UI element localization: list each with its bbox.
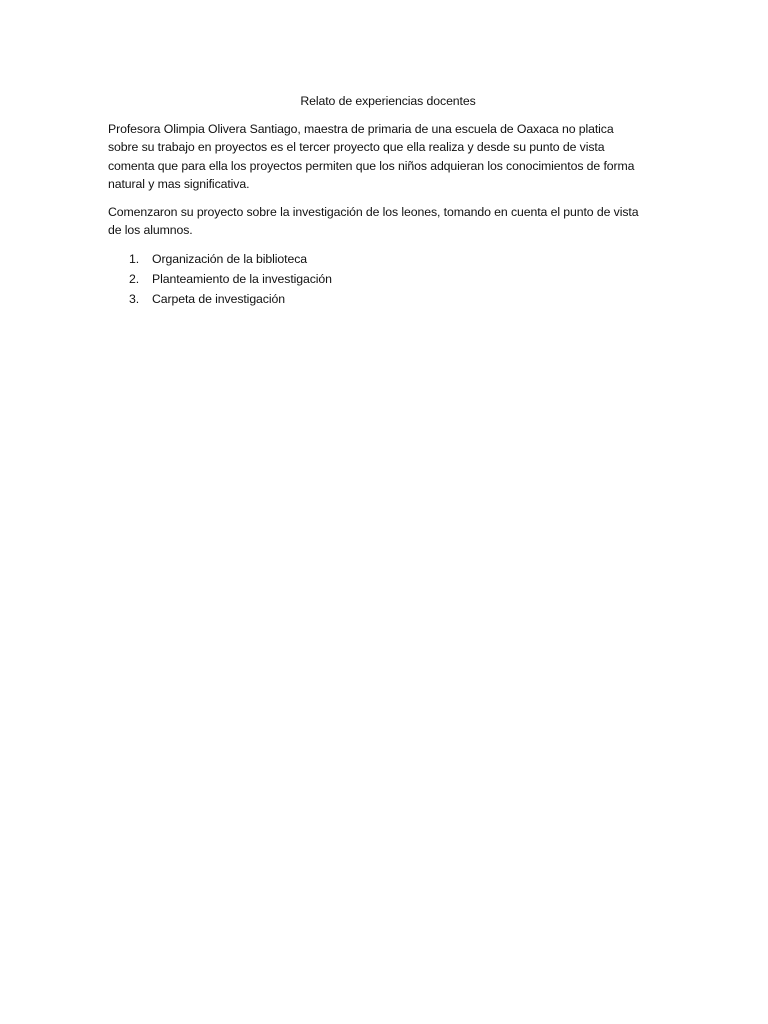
paragraph-intro [108, 120, 668, 193]
paragraph-line: comenta que para ella los proyectos permiten que los niños adquieran los conocimientos de forma [108, 158, 635, 173]
list-item-text: Planteamiento de la investigación [152, 272, 332, 287]
paragraph-line: Comenzaron su proyecto sobre la investigación de los leones, tomando en cuenta el punto de vista [108, 205, 639, 220]
paragraph-line: Profesora Olimpia Olivera Santiago, maestra de primaria de una escuela de Oaxaca no platica [108, 122, 614, 137]
list-item [108, 289, 668, 309]
paragraph-line: de los alumnos. [108, 223, 193, 238]
numbered-list [108, 249, 668, 309]
list-item [108, 249, 668, 269]
list-item [108, 269, 668, 289]
paragraph-line: natural y mas significativa. [108, 176, 250, 191]
document-title: Relato de experiencias docentes [300, 94, 476, 108]
list-item-number: 1. [129, 252, 140, 267]
document-body [108, 92, 668, 309]
list-item-text: Carpeta de investigación [152, 292, 285, 307]
list-item-number: 2. [129, 272, 140, 287]
paragraph-project [108, 203, 668, 239]
list-item-number: 3. [129, 292, 140, 307]
list-item-text: Organización de la biblioteca [152, 252, 308, 267]
paragraph-line: sobre su trabajo en proyectos es el tercer proyecto que ella realiza y desde su punto de vista [108, 140, 605, 155]
